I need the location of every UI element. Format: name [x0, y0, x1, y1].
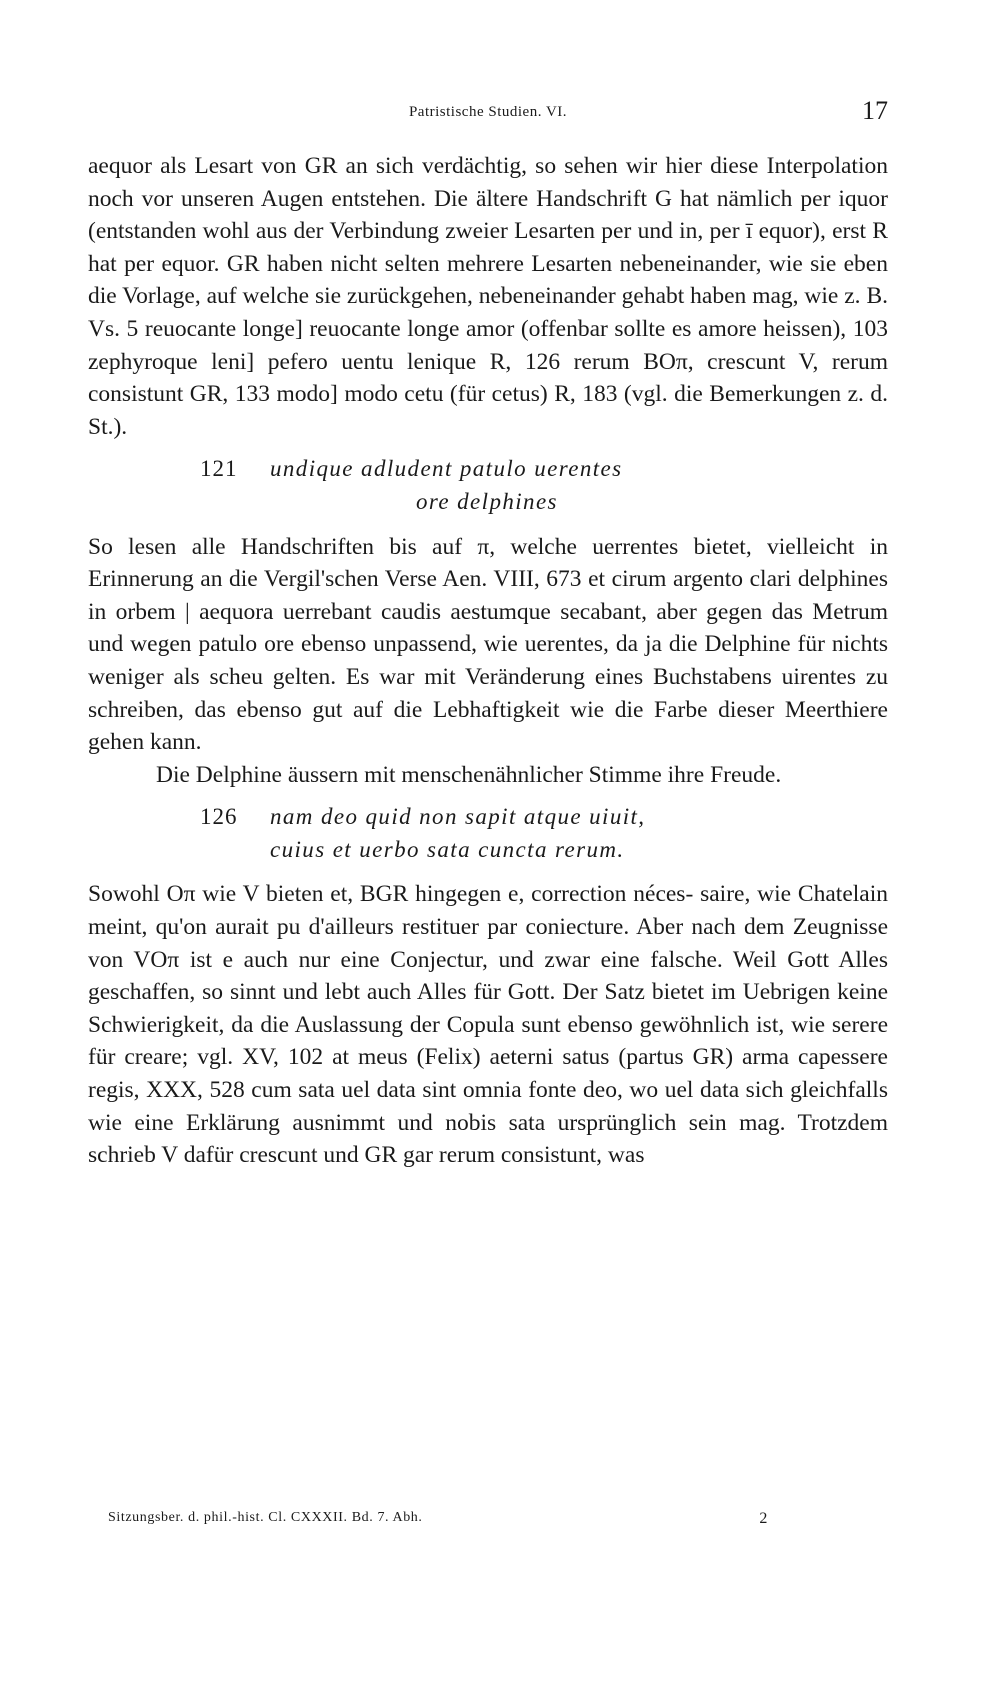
text-line: schrieb V dafür crescunt und GR gar rerum consistunt, was [88, 1142, 645, 1169]
text-line: ausnimmt und nobis sata ursprünglich sein mag. Trotzdem [292, 1109, 888, 1136]
signature-mark: Sitzungsber. d. phil.-hist. Cl. CXXXII. Bd. 7. Abh. [108, 1510, 423, 1525]
text-line: für nichts weniger als scheu gelten. Es war mit Veränderung [88, 631, 888, 690]
verse-number: 121 [200, 456, 238, 482]
text-line: amore heissen), 103 zephyroque leni] pefero uentu lenique R, [88, 315, 888, 375]
text-line: der Copula sunt ebenso gewöhnlich ist, wie serere für creare; [88, 1011, 888, 1071]
paragraph-2 [88, 531, 888, 759]
paragraph-3 [88, 759, 888, 792]
verse-line: nam deo quid non sapit atque uiuit, [270, 804, 646, 830]
verse-line: cuius et uerbo sata cuncta rerum. [270, 836, 625, 862]
text-line: hier diese Interpolation noch vor unseren Augen entstehen. [88, 153, 888, 212]
verse-quote-121 [88, 453, 888, 518]
text-line: Lesarten nebeneinander, wie sie eben die Vorlage, auf welche [88, 250, 888, 310]
text-line: capessere regis, XXX, 528 cum sata uel data sint omnia [88, 1044, 888, 1104]
text-line: vgl. XV, 102 at meus (Felix) aeterni satus (partus GR) arma [197, 1044, 798, 1071]
text-line: saire, wie Chatelain meint, qu'on aurait pu d'ailleurs restituer [88, 881, 888, 941]
text-line: modo cetu (für cetus) R, 183 (vgl. die Bemerkungen z. d. St.). [88, 381, 888, 440]
text-line: geschaffen, so sinnt und lebt auch Alles für Gott. Der Satz [88, 979, 652, 1006]
page-number: 17 [862, 96, 888, 125]
text-line: 126 rerum BOπ, crescunt V, rerum consistunt GR, 133 modo] [88, 348, 889, 408]
text-line: sie zurückgehen, nebeneinander gehabt haben mag, wie z. B. [314, 283, 888, 310]
page-footer [108, 1510, 768, 1526]
sheet-number: 2 [759, 1510, 768, 1527]
text-line: nur eine Conjectur, und zwar eine falsche. Weil Gott Alles [298, 946, 888, 973]
text-line: die Lebhaftigkeit wie die Farbe dieser Meerthiere gehen kann. [88, 696, 888, 756]
text-line: So lesen alle Handschriften bis auf π, welche uerrentes bietet, [88, 533, 767, 560]
page-header [88, 96, 888, 132]
text-line: Vs. 5 reuocante longe] reuocante longe amor (offenbar sollte es [88, 315, 699, 342]
text-line: caudis aestumque secabant, aber gegen das Metrum und wegen [88, 598, 889, 658]
verse-line: ore delphines [416, 488, 558, 514]
verse-number: 126 [200, 804, 238, 830]
paragraph-1 [88, 150, 888, 443]
text-line: patulo ore ebenso unpassend, wie uerentes, da ja die Delphine [198, 631, 798, 658]
running-title: Patristische Studien. VI. [408, 104, 568, 120]
text-line: wohl aus der Verbindung zweier Lesarten per und in, per ī [202, 218, 759, 245]
verse-quote-126 [88, 801, 888, 866]
verse-line: undique adludent patulo uerentes [270, 456, 623, 482]
text-line: Freude. [710, 761, 782, 788]
text-line: par coniecture. Aber nach dem Zeugnisse von VOπ ist e auch [88, 914, 888, 973]
text-line: equor), erst R hat per equor. GR haben nicht selten mehrere [88, 218, 888, 277]
text-line: aequor als Lesart von GR an sich verdächtig, so sehen wir [88, 153, 666, 179]
text-line: fonte deo, wo uel data sich gleichfalls wie eine Erklärung [88, 1077, 888, 1136]
text-line: Die Delphine äussern mit menschenähnlicher Stimme ihre [156, 761, 711, 788]
text-line: eines Buchstabens uirentes zu schreiben, das ebenso gut auf [88, 663, 889, 723]
text-line: Sowohl Oπ wie V bieten et, BGR hingegen e, correction néces- [88, 881, 701, 908]
text-line: et cirum argento clari delphines in orbem | aequora uerrebant [88, 566, 888, 625]
text-line: bietet im Uebrigen keine Schwierigkeit, da die Auslassung [88, 979, 888, 1038]
paragraph-4 [88, 878, 888, 1171]
text-line: Die ältere Handschrift G hat nämlich per iquor (entstanden [88, 185, 889, 245]
body-text [88, 150, 888, 1172]
text-line: vielleicht in Erinnerung an die Vergil'schen Verse Aen. VIII, 673 [88, 533, 888, 593]
